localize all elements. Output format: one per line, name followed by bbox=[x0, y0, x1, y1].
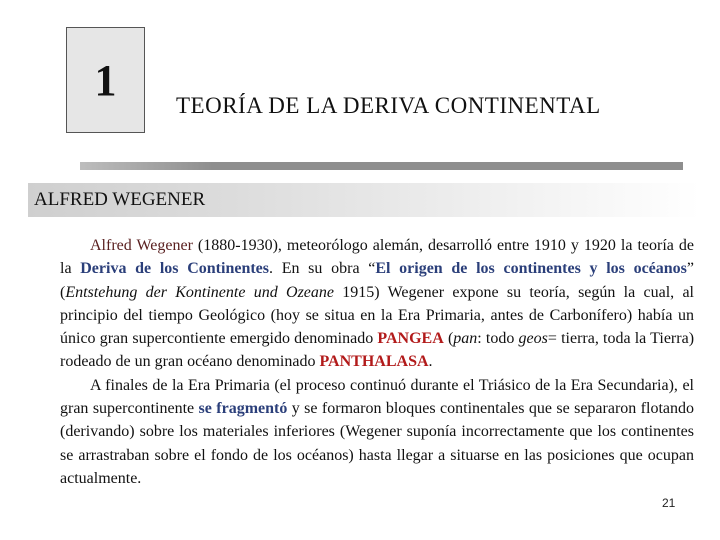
theory-name: Deriva de los Continentes bbox=[80, 260, 270, 278]
pan-term: pan bbox=[453, 330, 478, 348]
pangea-term: PANGEA bbox=[377, 330, 444, 348]
paragraph-1-text-1: (1880-1930), meteorólogo alemán, desarrolló entre 1910 y 1920 la teoría de la bbox=[60, 237, 694, 278]
paragraph-2-text-1: A finales de la Era Primaria (el proceso continuó durante el Triásico de la Era Secundaria), el gran supercontinente bbox=[60, 376, 694, 418]
author-name: Alfred Wegener bbox=[90, 237, 193, 254]
section-heading-bar bbox=[28, 183, 700, 217]
paragraph-2-text-2: y se formaron bloques continentales que se separaron flotando (derivando) sobre los materiales inferiores (Wegener suponía incorrectamente que los continentes se arrastraban sobre el fondo de los océanos) hasta llegar a situarse en las posiciones que ocupan actualmente. bbox=[60, 400, 695, 487]
paragraph-1-text-6: : todo bbox=[477, 330, 519, 348]
paragraph-1-text-5: ( bbox=[443, 330, 454, 348]
page-number: 21 bbox=[662, 496, 676, 510]
work-title: El origen de los continentes y los océanos bbox=[375, 260, 687, 278]
paragraph-1-text-4: 1915) Wegener expone su teoría, según la cual, al principio del tiempo Geológico (hoy se situa en la Era Primaria, antes de Carbonífero) había un único gran supercontiente emergido denominado bbox=[60, 283, 694, 348]
title-divider bbox=[80, 162, 683, 170]
body-text bbox=[60, 234, 694, 490]
fragmented-term: se fragmentó bbox=[198, 400, 288, 418]
page-title: TEORÍA DE LA DERIVA CONTINENTAL bbox=[176, 93, 601, 118]
paragraph-1-text-8: . bbox=[428, 353, 433, 371]
paragraph-1-text-2: . En su obra “ bbox=[269, 260, 376, 278]
paragraph-1-text-3: ” ( bbox=[60, 260, 695, 301]
chapter-number: 1 bbox=[94, 55, 117, 105]
panthalasa-term: PANTHALASA bbox=[319, 353, 429, 371]
paragraph-2 bbox=[60, 374, 694, 490]
geos-term: geos bbox=[518, 330, 548, 348]
section-heading: ALFRED WEGENER bbox=[34, 189, 206, 210]
paragraph-1 bbox=[60, 234, 694, 374]
paragraph-1-text-7: = tierra, toda la Tierra) rodeado de un gran océano denominado bbox=[60, 330, 695, 371]
work-original-title: Entstehung der Kontinente und Ozeane bbox=[65, 283, 334, 301]
chapter-number-box bbox=[66, 27, 145, 133]
